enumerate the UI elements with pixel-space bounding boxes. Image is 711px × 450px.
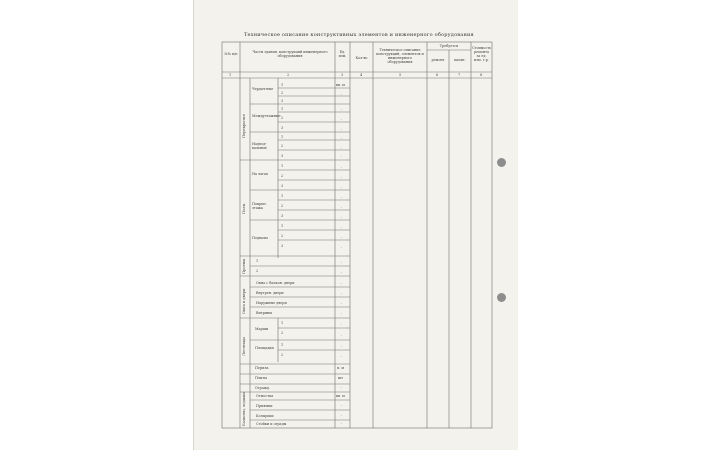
unit-cell: - [341,282,343,286]
unit-cell: - [341,186,343,190]
unit-cell: - [341,292,343,296]
unit-cell: - [341,312,343,316]
unit-cell: - [341,404,343,408]
row-vnutr-dveri: Внутрен. двери [256,291,284,295]
sub-number: 2 [256,269,259,273]
header-cost: Стоимость ремонта за ед. изм. т.р. [472,46,492,62]
col-number: 2 [287,73,290,77]
header-qty: Кол-во [355,56,368,60]
page-title: Техническое описание конструктивных элементов и инженерного оборудования [244,32,474,38]
row-ploshchadki: Площадки [255,346,274,350]
unit-cell: - [341,302,343,306]
unit-cell: - [341,226,343,230]
unit-cell: - [341,137,343,141]
unit-cell: - [341,166,343,170]
header-description: Техническое описание конструкций, элементов и инженерного оборудования [376,48,424,64]
unit-cell: - [341,422,343,426]
unit-cell: - [341,271,343,275]
unit-cell: - [341,345,343,349]
unit-cell: - [341,323,343,327]
sub-number: 3 [281,214,284,218]
row-okna: Окна с балкон. двери [256,281,295,285]
group-balkony: Балконы, лоджии [242,392,246,426]
sub-number: 1 [281,135,284,139]
sub-number: 2 [281,91,284,95]
unit-cell: - [341,147,343,151]
row-plity: Плиты [255,376,267,380]
unit-cell: кв. м [336,394,345,398]
row-kozyrki: Козырьки [256,414,274,418]
col-number: 4 [360,73,363,77]
group-okna-dveri: Окна и двери [242,288,246,314]
sub-number: 1 [281,343,284,347]
sub-number: 3 [281,154,284,158]
unit-cell: п. м [337,366,345,370]
row-nadpodvalnye: Надпод-вальные [252,142,267,150]
sub-number: 2 [281,116,284,120]
unit-cell: - [341,128,343,132]
unit-cell: - [341,206,343,210]
row-vitrini: Витрины [256,311,273,315]
row-ograzhd: Огражд. [255,386,271,390]
header-num: №№ п/п [224,52,238,56]
row-cherdachnye: Чердач-ные [252,87,274,91]
unit-cell: - [341,108,343,112]
group-lestnitsy: Лестницы [242,336,246,356]
unit-cell: - [341,246,343,250]
row-na-lagakh: На лагах [252,172,268,176]
unit-cell: - [341,176,343,180]
sub-number: 1 [281,321,284,325]
unit-cell: кв. м [336,83,345,87]
unit-cell: - [341,93,343,97]
sub-number: 2 [281,234,284,238]
unit-cell: - [341,155,343,159]
sub-number: 3 [281,244,284,248]
col-number: 1 [229,73,232,77]
unit-cell: - [341,216,343,220]
row-stoiki: Стойки и ограды [256,422,287,426]
unit-cell: - [341,196,343,200]
header-repair-group: Требуется [439,44,459,48]
row-priyamki: Приямки [256,404,273,408]
header-parts: Части здания, конструкций инженерного оборудования [252,50,328,58]
sub-number: 1 [256,259,259,263]
header-current: ремонт [431,58,445,62]
sub-number: 3 [281,126,284,130]
col-number: 8 [480,73,483,77]
sub-number: 2 [281,174,284,178]
row-otmostka: Отмостка [256,394,274,398]
unit-cell: - [341,118,343,122]
unit-cell: - [341,236,343,240]
unit-cell: - [341,414,343,418]
sub-number: 2 [281,353,284,357]
unit-cell: - [341,386,343,390]
row-mezhduetazhnye: Междуэтажные [252,114,281,118]
sub-number: 1 [281,194,284,198]
sub-number: 3 [281,184,284,188]
sub-number: 1 [281,107,284,111]
col-number: 5 [399,73,402,77]
group-poly: Полы [242,203,246,214]
header-unit: Ед. изм. [338,50,347,58]
col-number: 6 [436,73,439,77]
group-proemy: Проемы [242,258,246,274]
sub-number: 2 [281,331,284,335]
group-perekrytiya: Перекрытия [242,114,246,138]
unit-cell: шт [338,376,344,380]
row-perila: Перила [255,366,269,370]
unit-cell: - [341,334,343,338]
sub-number: 2 [281,144,284,148]
sub-number: 1 [281,164,284,168]
header-capital: капит. [454,58,466,62]
row-marshi: Марши [255,327,269,331]
sub-number: 1 [281,224,284,228]
sub-number: 3 [281,99,284,103]
unit-cell: - [341,261,343,265]
row-podvaly: Подвалы [252,236,268,240]
sub-number: 2 [281,204,284,208]
col-number: 3 [341,73,344,77]
sub-number: 1 [281,83,284,87]
col-number: 7 [458,73,461,77]
unit-cell: - [341,355,343,359]
row-naruzh-dveri: Наружные двери [256,301,287,305]
row-pokryt-etazha: Покрыт. этажа [252,202,267,210]
